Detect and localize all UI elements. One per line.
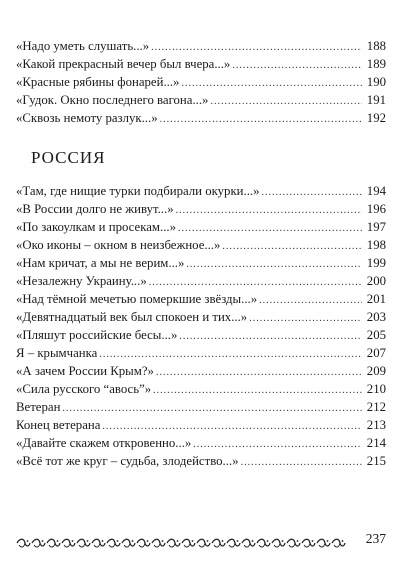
toc-entry-title: «Сила русского “авось”» <box>16 382 152 396</box>
toc-entry-page: 196 <box>366 202 386 216</box>
toc-entry-page: 200 <box>366 274 386 288</box>
toc-leader-dots <box>62 400 362 418</box>
toc-entry-title: Ветеран <box>16 400 61 414</box>
toc-entry-title: Я – крымчанка <box>16 346 98 360</box>
toc-entry <box>16 218 386 236</box>
toc-leader-dots <box>262 184 362 202</box>
toc-entry-page: 201 <box>366 292 386 306</box>
toc-entry-title: «Давайте скажем откровенно...» <box>16 436 192 450</box>
toc-entry-page: 212 <box>366 400 386 414</box>
toc-entry-title: «Пляшут российские бесы...» <box>16 328 178 342</box>
toc-entry <box>16 272 386 290</box>
toc-entry <box>16 55 386 73</box>
toc-entry-page: 190 <box>366 75 386 89</box>
toc-entry <box>16 326 386 344</box>
toc-entry <box>16 37 386 55</box>
toc-leader-dots <box>259 292 362 310</box>
toc-entry-title: «В России долго не живут...» <box>16 202 174 216</box>
toc-entry <box>16 91 386 109</box>
toc-entry <box>16 398 386 416</box>
toc-entry <box>16 434 386 452</box>
toc-entry-page: 194 <box>366 184 386 198</box>
toc-entry-title: «Сквозь немоту разлук...» <box>16 111 158 125</box>
toc-leader-dots <box>210 93 362 111</box>
toc-entry <box>16 308 386 326</box>
toc-leader-dots <box>160 111 362 129</box>
toc-leader-dots <box>156 364 362 382</box>
toc-entry <box>16 182 386 200</box>
toc-entry-title: «Нам кричат, а мы не верим...» <box>16 256 185 270</box>
toc-entry <box>16 236 386 254</box>
toc-leader-dots <box>181 75 362 93</box>
toc-entry-title: «Над тёмной мечетью померкшие звёзды...» <box>16 292 258 306</box>
toc-entry <box>16 109 386 127</box>
toc-entry-title: «По закоулкам и просекам...» <box>16 220 176 234</box>
toc-entry-title: «А зачем России Крым?» <box>16 364 154 378</box>
decorative-border-ornament-icon <box>16 537 346 549</box>
toc-entry-title: «Какой прекрасный вечер был вчера...» <box>16 57 231 71</box>
toc-entry-title: «Гудок. Окно последнего вагона...» <box>16 93 209 107</box>
toc-leader-dots <box>176 202 362 220</box>
toc-entry-page: 191 <box>366 93 386 107</box>
toc-entry <box>16 73 386 91</box>
toc-leader-dots <box>186 256 362 274</box>
toc-entry-page: 199 <box>366 256 386 270</box>
toc-entry <box>16 416 386 434</box>
toc-entry-title: «Надо уметь слушать...» <box>16 39 150 53</box>
toc-entry <box>16 452 386 470</box>
toc-leader-dots <box>153 382 362 400</box>
toc-entry <box>16 362 386 380</box>
toc-entry-page: 205 <box>366 328 386 342</box>
toc-entry-title: «Око иконы – окном в неизбежное...» <box>16 238 221 252</box>
toc-entry <box>16 254 386 272</box>
toc-russia-list <box>16 182 386 470</box>
toc-entry-page: 203 <box>366 310 386 324</box>
toc-entry-title: «Там, где нищие турки подбирали окурки...» <box>16 184 260 198</box>
toc-entry <box>16 200 386 218</box>
toc-leader-dots <box>249 310 362 328</box>
toc-entry-page: 192 <box>366 111 386 125</box>
toc-entry <box>16 290 386 308</box>
toc-entry-title: «Незалежну Украину...» <box>16 274 147 288</box>
section-heading: РОССИЯ <box>31 148 106 167</box>
toc-entry-page: 198 <box>366 238 386 252</box>
toc-entry-page: 213 <box>366 418 386 432</box>
toc-entry <box>16 344 386 362</box>
toc-entry-page: 214 <box>366 436 386 450</box>
toc-entry-page: 209 <box>366 364 386 378</box>
toc-entry-title: «Красные рябины фонарей...» <box>16 75 180 89</box>
toc-top-list <box>16 37 386 127</box>
toc-leader-dots <box>241 454 362 472</box>
toc-leader-dots <box>232 57 362 75</box>
toc-entry-page: 197 <box>366 220 386 234</box>
toc-leader-dots <box>222 238 362 256</box>
toc-leader-dots <box>179 328 362 346</box>
toc-entry-page: 189 <box>366 57 386 71</box>
toc-entry-title: «Всё тот же круг – судьба, злодейство...» <box>16 454 239 468</box>
toc-entry-page: 215 <box>366 454 386 468</box>
toc-entry-title: Конец ветерана <box>16 418 101 432</box>
toc-entry-page: 188 <box>366 39 386 53</box>
toc-entry <box>16 380 386 398</box>
toc-entry-page: 207 <box>366 346 386 360</box>
page-number: 237 <box>365 531 386 546</box>
toc-entry-page: 210 <box>366 382 386 396</box>
toc-entry-title: «Девятнадцатый век был спокоен и тих...» <box>16 310 248 324</box>
